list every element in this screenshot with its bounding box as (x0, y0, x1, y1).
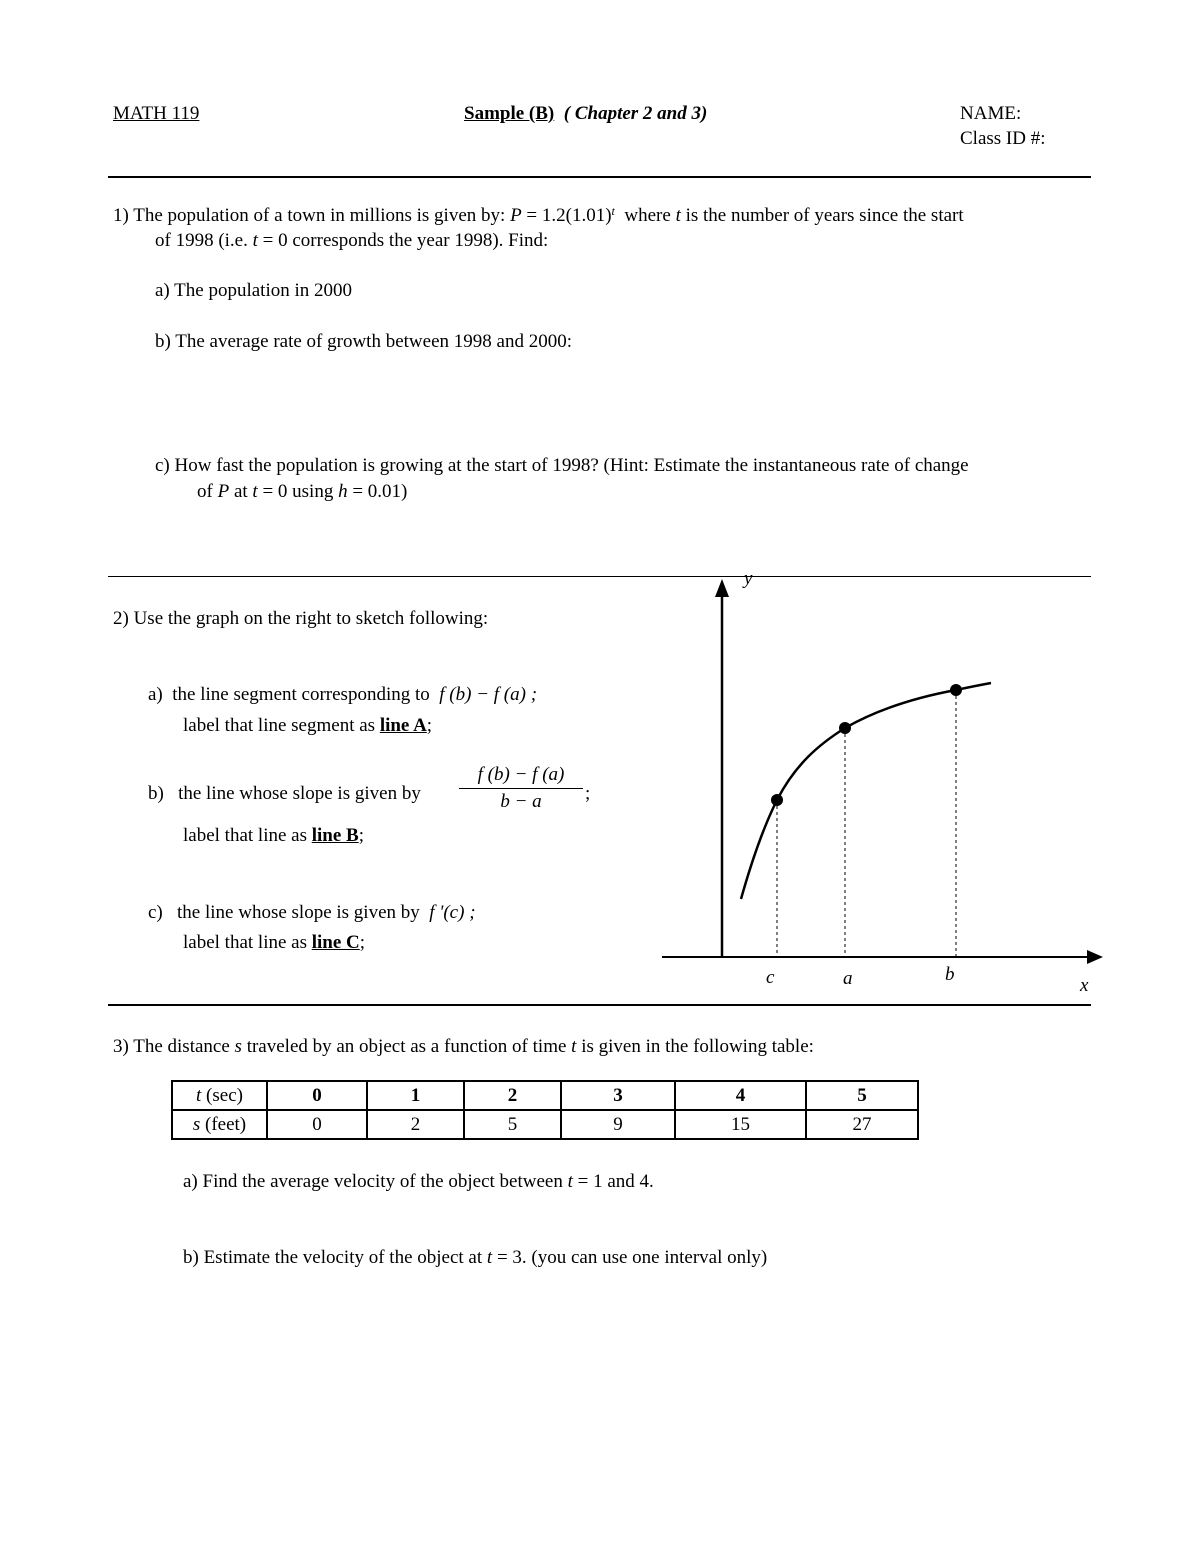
q1-part-c-line1: c) How fast the population is growing at the start of 1998? (Hint: Estimate the instantaneous rate of change (155, 455, 969, 476)
q2-a-text: the line segment corresponding to (172, 684, 430, 705)
q3-intro (113, 1036, 814, 1059)
q3-b-t: t (486, 1247, 493, 1268)
divider-q1 (108, 576, 1091, 577)
q2-a-expr: f (b) − f (a) ; (439, 684, 538, 705)
q2-b-line-name: line B (311, 825, 359, 846)
q1-c-mid: = 0 using (262, 481, 334, 502)
q1-number: 1) (113, 205, 129, 226)
s-header-unit: (feet) (200, 1113, 247, 1135)
q1-formula-exp: t (611, 204, 615, 218)
t-header-unit: (sec) (201, 1084, 243, 1106)
name-label: NAME: (960, 103, 1022, 124)
q2-a-semicolon: ; (426, 715, 433, 736)
q3-t-var: t (571, 1036, 577, 1057)
q1-line2-t: t (252, 230, 258, 251)
s-cell-4: 15 (675, 1110, 806, 1139)
q3-a-end: = 1 and 4. (577, 1171, 654, 1192)
t-cell-0: 0 (267, 1081, 367, 1110)
q2-b-semicolon: ; (585, 783, 591, 804)
q2-a-line2 (183, 715, 432, 738)
point-a (839, 722, 851, 734)
q3-a-start: a) Find the average velocity of the object between (183, 1171, 563, 1192)
q2-a-line2-text: label that line segment as (183, 715, 376, 736)
q2-b-semicolon2: ; (358, 825, 364, 846)
q2-intro: 2) Use the graph on the right to sketch following: (113, 608, 489, 629)
q2-c-line-name: line C (311, 932, 360, 953)
q1-c-of: of (197, 481, 213, 502)
q2-b-line1 (148, 783, 421, 806)
q2-c-line1 (148, 902, 476, 925)
t-header-var: t (196, 1084, 202, 1106)
s-cell-1: 2 (367, 1110, 464, 1139)
q2-b-label: b) (148, 783, 164, 804)
point-c (771, 794, 783, 806)
s-header-var: s (192, 1113, 201, 1135)
q2-a-line1 (148, 684, 537, 707)
table-header-s (172, 1110, 267, 1139)
q2-b-denominator: b − a (500, 791, 542, 812)
q2-c-line2 (183, 932, 365, 955)
q3-intro-mid: traveled by an object as a function of time (246, 1036, 567, 1057)
q3-intro-start: 3) The distance (113, 1036, 230, 1057)
s-cell-5: 27 (806, 1110, 918, 1139)
sample-label: Sample (B) (464, 103, 555, 124)
graph-y-label: y (744, 568, 753, 589)
q1-intro: The population of a town in millions is given by: (133, 205, 506, 226)
q1-line2 (155, 230, 548, 253)
q2-c-line2-text: label that line as (183, 932, 307, 953)
q1-part-b: b) The average rate of growth between 1998 and 2000: (155, 331, 572, 352)
q3-part-b (183, 1247, 767, 1270)
q2-a-line-name: line A (379, 715, 427, 736)
q2-b-line2-text: label that line as (183, 825, 307, 846)
t-cell-2: 2 (464, 1081, 561, 1110)
q2-c-expr: f '(c) ; (429, 902, 476, 923)
q2-c-label: c) (148, 902, 163, 923)
q1-line1 (113, 205, 964, 228)
distance-table (171, 1080, 919, 1140)
q3-b-end: = 3. (you can use one interval only) (496, 1247, 768, 1268)
q3-intro-end: is given in the following table: (581, 1036, 814, 1057)
q2-b-line2 (183, 825, 364, 848)
graph-x-label: x (1080, 975, 1089, 996)
q2-a-label: a) (148, 684, 163, 705)
t-cell-3: 3 (561, 1081, 675, 1110)
function-curve (741, 683, 991, 899)
graph-label-a: a (843, 968, 853, 989)
q1-formula-rhs: = 1.2(1.01) (526, 205, 612, 226)
x-axis-arrow (1087, 950, 1103, 964)
class-id-label: Class ID #: (960, 128, 1046, 149)
q3-s-var: s (234, 1036, 242, 1057)
q1-formula-lhs: P (510, 205, 522, 226)
q3-part-a (183, 1171, 654, 1194)
t-cell-4: 4 (675, 1081, 806, 1110)
divider-header (108, 176, 1091, 178)
q1-c-at: at (233, 481, 248, 502)
q2-c-text: the line whose slope is given by (177, 902, 420, 923)
q1-part-a: a) The population in 2000 (155, 280, 353, 301)
point-b (950, 684, 962, 696)
q1-line2-end: = 0 corresponds the year 1998). Find: (262, 230, 549, 251)
q1-c-h: h (338, 481, 348, 502)
y-axis-arrow (715, 579, 729, 597)
q2-c-semicolon: ; (359, 932, 366, 953)
graph-label-b: b (945, 964, 955, 985)
q3-b-start: b) Estimate the velocity of the object at (183, 1247, 483, 1268)
q1-c-P: P (217, 481, 230, 502)
q1-t-var: t (675, 205, 681, 226)
table-header-t (172, 1081, 267, 1110)
s-cell-0: 0 (267, 1110, 367, 1139)
q1-c-end: = 0.01) (352, 481, 408, 502)
chapters-label: ( Chapter 2 and 3) (563, 103, 708, 124)
q1-c-t: t (252, 481, 258, 502)
s-cell-2: 5 (464, 1110, 561, 1139)
s-cell-3: 9 (561, 1110, 675, 1139)
t-cell-5: 5 (806, 1081, 918, 1110)
table-row-distance (172, 1110, 918, 1139)
q2-b-text: the line whose slope is given by (178, 783, 421, 804)
q1-where: where (624, 205, 671, 226)
divider-q2 (108, 1004, 1091, 1006)
q2-b-fraction (459, 764, 583, 813)
q1-part-c-line2 (197, 481, 407, 504)
q1-intro-end: is the number of years since the start (685, 205, 964, 226)
sample-title (464, 103, 707, 126)
table-row-time (172, 1081, 918, 1110)
t-cell-1: 1 (367, 1081, 464, 1110)
course-title: MATH 119 (113, 103, 200, 124)
graph-label-c: c (766, 967, 775, 988)
q3-a-t: t (567, 1171, 573, 1192)
q2-b-numerator: f (b) − f (a) (459, 764, 583, 789)
q1-line2-start: of 1998 (i.e. (155, 230, 248, 251)
